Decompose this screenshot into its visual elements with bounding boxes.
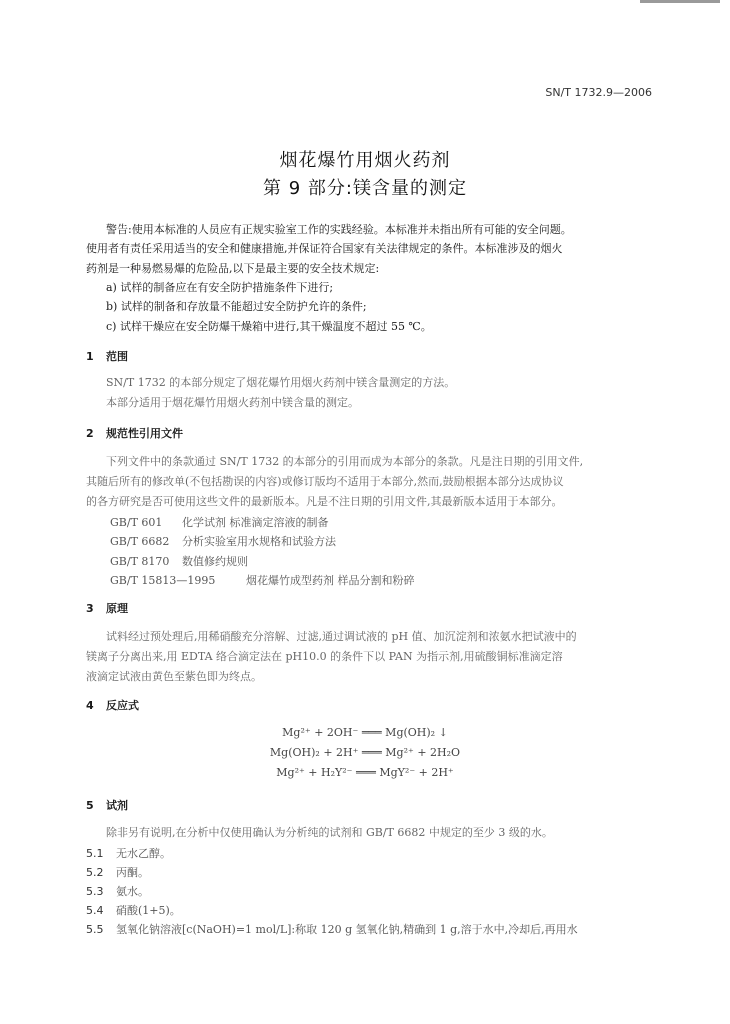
reagent-number: 5.5 bbox=[86, 923, 104, 936]
reference-title: 化学试剂 标准滴定溶液的制备 bbox=[182, 516, 329, 529]
top-edge-line bbox=[640, 0, 720, 3]
reagent-text: 无水乙醇。 bbox=[116, 847, 171, 860]
warning-line-3: 药剂是一种易燃易爆的危险品,以下是最主要的安全技术规定: bbox=[86, 262, 380, 275]
principle-line-1: 试料经过预处理后,用稀硝酸充分溶解、过滤,通过调试液的 pH 值、加沉淀剂和浓氨水把试液中的 bbox=[106, 630, 577, 643]
section-number: 3 bbox=[86, 602, 94, 615]
reference-code: GB/T 6682 bbox=[110, 535, 170, 548]
section-title: 原理 bbox=[106, 602, 128, 615]
reference-title: 烟花爆竹成型药剂 样品分割和粉碎 bbox=[246, 574, 415, 587]
section-heading-principle bbox=[86, 600, 128, 616]
reference-code: GB/T 15813—1995 bbox=[110, 574, 216, 587]
section-title: 试剂 bbox=[106, 799, 128, 812]
section-title: 规范性引用文件 bbox=[106, 427, 183, 440]
section-heading-reaction bbox=[86, 697, 139, 713]
reaction-equation: Mg(OH)₂ + 2H⁺ ═══ Mg²⁺ + 2H₂O bbox=[269, 746, 461, 759]
reaction-equation: Mg²⁺ + H₂Y²⁻ ═══ MgY²⁻ + 2H⁺ bbox=[276, 766, 454, 779]
normative-line-3: 的各方研究是否可使用这些文件的最新版本。凡是不注日期的引用文件,其最新版本适用于本部分。 bbox=[86, 495, 563, 508]
section-heading-reagents bbox=[86, 797, 128, 813]
section-number: 5 bbox=[86, 799, 94, 812]
section-number: 4 bbox=[86, 699, 94, 712]
reagent-item bbox=[86, 902, 181, 918]
section-number: 2 bbox=[86, 427, 94, 440]
reagent-item bbox=[86, 883, 149, 899]
reference-item bbox=[110, 572, 415, 588]
reagent-number: 5.1 bbox=[86, 847, 104, 860]
reagent-number: 5.2 bbox=[86, 866, 104, 879]
principle-line-3: 液滴定试液由黄色至紫色即为终点。 bbox=[86, 670, 262, 683]
reagent-item bbox=[86, 845, 171, 861]
principle-line-2: 镁离子分离出来,用 EDTA 络合滴定法在 pH10.0 的条件下以 PAN 为指示剂,用硫酸铜标准滴定溶 bbox=[86, 650, 563, 663]
reference-title: 数值修约规则 bbox=[182, 555, 248, 568]
reagents-intro: 除非另有说明,在分析中仅使用确认为分析纯的试剂和 GB/T 6682 中规定的至少 3 级的水。 bbox=[106, 826, 553, 839]
section-title: 范围 bbox=[106, 350, 128, 363]
reference-title: 分析实验室用水规格和试验方法 bbox=[182, 535, 336, 548]
reagent-text: 氢氧化钠溶液[c(NaOH)=1 mol/L]:称取 120 g 氢氧化钠,精确到 1 g,溶于水中,冷却后,再用水 bbox=[116, 923, 578, 936]
reagent-number: 5.3 bbox=[86, 885, 104, 898]
warning-line-1: 警告:使用本标准的人员应有正规实验室工作的实践经验。本标准并未指出所有可能的安全问题。 bbox=[106, 223, 572, 236]
reagent-text: 硝酸(1+5)。 bbox=[116, 904, 181, 917]
reference-item bbox=[110, 533, 336, 549]
normative-line-2: 其随后所有的修改单(不包括勘误的内容)或修订版均不适用于本部分,然而,鼓励根据本部分达成协议 bbox=[86, 475, 564, 488]
warning-item-c: c) 试样干燥应在安全防爆干燥箱中进行,其干燥温度不超过 55 ℃。 bbox=[106, 320, 432, 333]
reagent-item bbox=[86, 921, 578, 937]
reaction-equation: Mg²⁺ + 2OH⁻ ═══ Mg(OH)₂ ↓ bbox=[282, 726, 448, 739]
reference-code: GB/T 8170 bbox=[110, 555, 170, 568]
document-number: SN/T 1732.9—2006 bbox=[545, 86, 652, 99]
reagent-number: 5.4 bbox=[86, 904, 104, 917]
reference-code: GB/T 601 bbox=[110, 516, 163, 529]
reagent-text: 丙酮。 bbox=[116, 866, 149, 879]
section-heading-normative bbox=[86, 425, 183, 441]
reference-item bbox=[110, 553, 248, 569]
reference-item bbox=[110, 514, 329, 530]
reagent-text: 氨水。 bbox=[116, 885, 149, 898]
scope-line-2: 本部分适用于烟花爆竹用烟火药剂中镁含量的测定。 bbox=[106, 396, 359, 409]
document-title: 烟花爆竹用烟火药剂 bbox=[279, 150, 451, 171]
warning-item-a: a) 试样的制备应在有安全防护措施条件下进行; bbox=[106, 281, 334, 294]
document-subtitle: 第 9 部分:镁含量的测定 bbox=[263, 178, 467, 199]
section-heading-scope bbox=[86, 348, 128, 364]
scope-line-1: SN/T 1732 的本部分规定了烟花爆竹用烟火药剂中镁含量测定的方法。 bbox=[106, 376, 456, 389]
warning-item-b: b) 试样的制备和存放量不能超过安全防护允许的条件; bbox=[106, 300, 367, 313]
reagent-item bbox=[86, 864, 149, 880]
section-title: 反应式 bbox=[106, 699, 139, 712]
section-number: 1 bbox=[86, 350, 94, 363]
warning-line-2: 使用者有责任采用适当的安全和健康措施,并保证符合国家有关法律规定的条件。本标准涉及的烟火 bbox=[86, 242, 563, 255]
normative-line-1: 下列文件中的条款通过 SN/T 1732 的本部分的引用而成为本部分的条款。凡是注日期的引用文件, bbox=[106, 455, 584, 468]
